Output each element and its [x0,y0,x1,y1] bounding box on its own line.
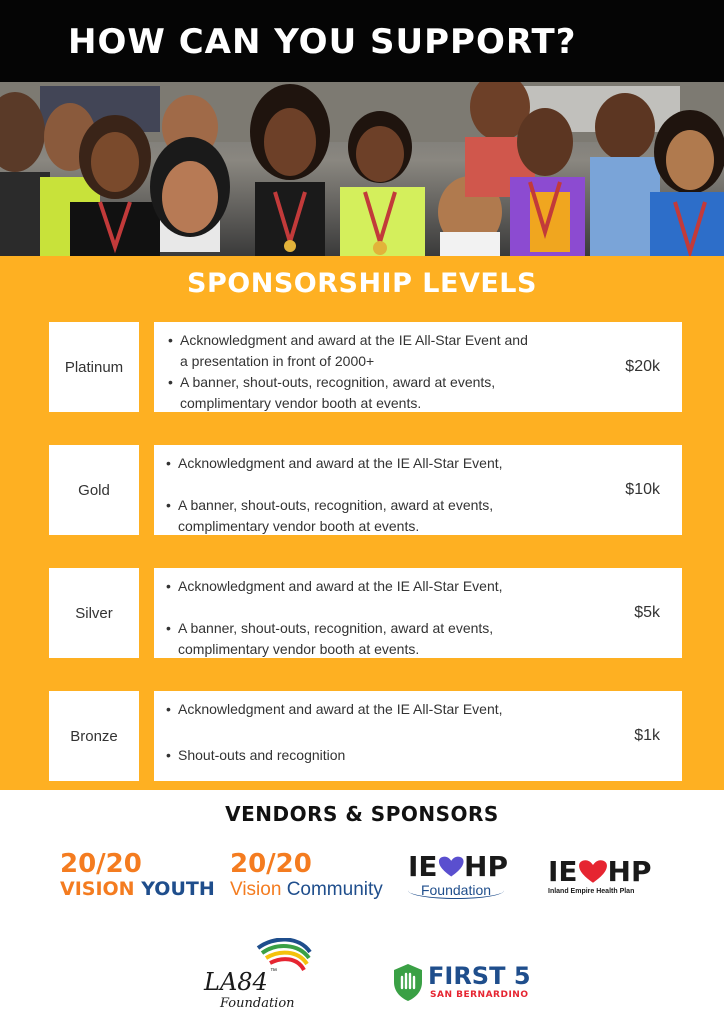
first5-logo [392,962,537,1006]
iehp-foundation-logo-sub: Foundation [408,882,504,899]
level-silver-name: Silver [49,568,139,658]
iehp-logo-right: HP [607,855,652,888]
vision-youth-logo-top: 20/20 [60,849,142,879]
level-platinum-name: Platinum [49,322,139,412]
level-gold-details [154,445,682,535]
level-platinum-price: $20k [625,358,660,375]
level-platinum-bullet: • A banner, shout-outs, recognition, award at events, complimentary vendor booth at events. [166,372,536,414]
level-bronze-details [154,691,682,781]
vision-youth-logo [60,849,215,905]
level-gold-price: $10k [625,481,660,498]
heart-icon [438,855,464,879]
level-silver-price: $5k [634,604,660,621]
iehp-foundation-logo [408,852,508,910]
vision-community-logo [230,849,383,910]
level-gold-name: Gold [49,445,139,535]
page-title: HOW CAN YOU SUPPORT? [68,22,577,62]
vision-youth-logo-word: YOUTH [141,878,215,900]
la84-logo-sub: Foundation [220,996,295,1011]
page-header [0,0,724,82]
la84-logo-main: LA84 [204,968,268,996]
vendors-title: VENDORS & SPONSORS [225,802,499,826]
level-gold-bullet: • Acknowledgment and award at the IE All-Star Event, [164,453,544,474]
la84-logo [200,938,315,1016]
sponsorship-title: SPONSORSHIP LEVELS [187,268,537,299]
children-photo [0,82,724,256]
iehp-foundation-logo-right: HP [464,850,508,883]
hand-shield-icon [392,962,424,1002]
level-bronze-bullet: • Acknowledgment and award at the IE All-Star Event, [164,699,544,720]
heart-icon [578,859,608,885]
level-silver-bullet: • Acknowledgment and award at the IE All-Star Event, [164,576,544,597]
children-photo-illustration [0,82,724,256]
level-platinum-details [154,322,682,412]
first5-logo-main: FIRST 5 [428,962,531,990]
la84-logo-tm: ™ [270,968,277,975]
level-platinum-bullet: • Acknowledgment and award at the IE All-Star Event and a presentation in front of 2000+ [166,330,536,372]
vision-community-logo-word: Vision [230,879,282,900]
vision-community-logo-word: Community [286,879,383,900]
level-bronze-bullet: • Shout-outs and recognition [164,745,544,766]
level-bronze-name: Bronze [49,691,139,781]
level-silver-bullet: • A banner, shout-outs, recognition, award at events, complimentary vendor booth at events. [164,618,544,660]
level-silver-details [154,568,682,658]
iehp-logo [548,857,658,907]
iehp-logo-sub: Inland Empire Health Plan [548,888,635,895]
iehp-foundation-logo-left: IE [408,850,438,883]
level-gold-bullet: • A banner, shout-outs, recognition, award at events, complimentary vendor booth at events. [164,495,544,537]
level-bronze-price: $1k [634,727,660,744]
first5-logo-sub: SAN BERNARDINO [430,990,529,1000]
iehp-logo-left: IE [548,855,578,888]
vision-youth-logo-word: VISION [60,878,135,900]
vision-community-logo-top: 20/20 [230,849,312,879]
